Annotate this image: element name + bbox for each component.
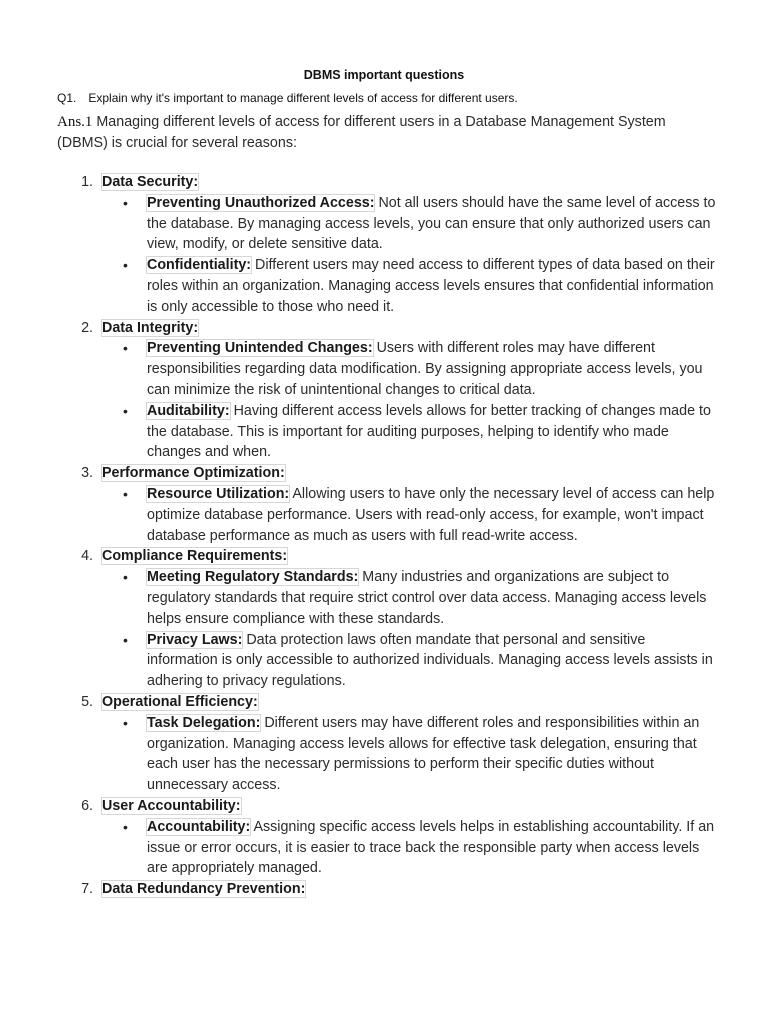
reason-number: 1. xyxy=(81,174,93,190)
reason-heading: Data Redundancy Prevention: xyxy=(102,881,306,898)
reason-points xyxy=(102,484,717,546)
reason-heading: Operational Efficiency: xyxy=(102,693,258,710)
reason-number: 6. xyxy=(81,797,93,814)
reason-heading: User Accountability: xyxy=(102,797,241,814)
bullet-icon: • xyxy=(123,402,128,419)
question-text: Explain why it's important to manage different levels of access for different users. xyxy=(88,91,518,105)
reason-item xyxy=(57,796,717,879)
reason-item xyxy=(57,879,717,900)
answer-intro-text: Managing different levels of access for different users in a Database Management System (DBMS) is crucial for several reasons: xyxy=(57,114,666,151)
point-term: Auditability: xyxy=(147,402,230,419)
reason-points xyxy=(102,338,717,463)
bullet-icon: • xyxy=(123,631,128,648)
point-term: Confidentiality: xyxy=(147,257,252,274)
reason-heading: Data Integrity: xyxy=(102,319,199,336)
bullet-icon: • xyxy=(123,714,128,731)
point-text: Users with different roles may have different responsibilities regarding data modification. By assigning appropriate access levels, you can minimize the risk of unintentional changes to critical data. xyxy=(147,340,703,398)
point-term: Resource Utilization: xyxy=(147,485,290,502)
reasons-list xyxy=(57,172,717,900)
point-item xyxy=(102,255,717,317)
point-item xyxy=(102,817,717,879)
point-term: Meeting Regulatory Standards: xyxy=(147,569,359,586)
point-text: Different users may need access to different types of data based on their roles within an organization. Managing access levels ensures that confidential information is only accessible to those who need it. xyxy=(147,257,715,315)
reason-item xyxy=(57,172,717,318)
reason-number: 7. xyxy=(81,881,93,898)
point-item xyxy=(102,193,717,255)
point-term: Preventing Unintended Changes: xyxy=(147,340,373,357)
point-text: Allowing users to have only the necessary level of access can help optimize database performance. Users with read-only access, for example, won't impact database performance as much as users with full read-write access. xyxy=(147,485,715,544)
bullet-icon: • xyxy=(123,194,128,211)
answer-label: Ans.1 xyxy=(57,114,93,130)
point-text: Different users may have different roles and responsibilities within an organization. Managing access levels allows for effective task delegation, ensuring that each user has the necessary permissions to perform their specific duties without unnecessary access. xyxy=(147,714,700,794)
point-text: Data protection laws often mandate that personal and sensitive information is only accessible to authorized individuals. Managing access levels assists in adhering to privacy regulations. xyxy=(147,631,713,690)
reason-points xyxy=(102,713,717,796)
point-item xyxy=(102,713,717,796)
page-title: DBMS important questions xyxy=(303,68,465,82)
reason-item xyxy=(57,692,717,796)
bullet-icon: • xyxy=(123,257,128,274)
reason-points xyxy=(102,817,717,879)
reason-number: 4. xyxy=(81,548,93,565)
bullet-icon: • xyxy=(123,569,128,586)
reason-number: 5. xyxy=(81,693,93,710)
reason-heading: Data Security: xyxy=(102,174,199,190)
point-text: Assigning specific access levels helps in establishing accountability. If an issue or error occurs, it is easier to trace back the responsible party when access levels are appropriately managed. xyxy=(147,818,715,877)
point-text: Many industries and organizations are subject to regulatory standards that require strict control over data access. Managing access levels helps ensure compliance with these standards. xyxy=(147,569,707,627)
point-text: Not all users should have the same level of access to the database. By managing access levels, you can ensure that only authorized users can view, modify, or delete sensitive data. xyxy=(147,194,716,253)
point-text: Having different access levels allows for better tracking of changes made to the database. This is important for auditing purposes, helping to identify who made changes and when. xyxy=(147,402,711,461)
reason-heading: Performance Optimization: xyxy=(102,465,285,482)
question-number: Q1. xyxy=(57,91,77,105)
reason-number: 2. xyxy=(81,319,93,336)
question xyxy=(57,91,518,105)
bullet-icon: • xyxy=(123,485,128,502)
point-term: Privacy Laws: xyxy=(147,631,243,648)
reason-heading: Compliance Requirements: xyxy=(102,548,288,565)
bullet-icon: • xyxy=(123,818,128,835)
reason-points xyxy=(102,567,717,692)
point-term: Accountability: xyxy=(147,818,251,835)
reason-item xyxy=(57,546,717,692)
reason-number: 3. xyxy=(81,465,93,482)
point-term: Task Delegation: xyxy=(147,714,261,731)
point-item xyxy=(102,401,717,463)
bullet-icon: • xyxy=(123,340,128,357)
reason-item xyxy=(57,318,717,464)
point-item xyxy=(102,567,717,629)
reason-item xyxy=(57,463,717,546)
reason-points xyxy=(102,193,717,318)
point-item xyxy=(102,630,717,692)
answer-intro xyxy=(57,112,707,154)
point-term: Preventing Unauthorized Access: xyxy=(147,194,375,211)
point-item xyxy=(102,338,717,400)
point-item xyxy=(102,484,717,546)
